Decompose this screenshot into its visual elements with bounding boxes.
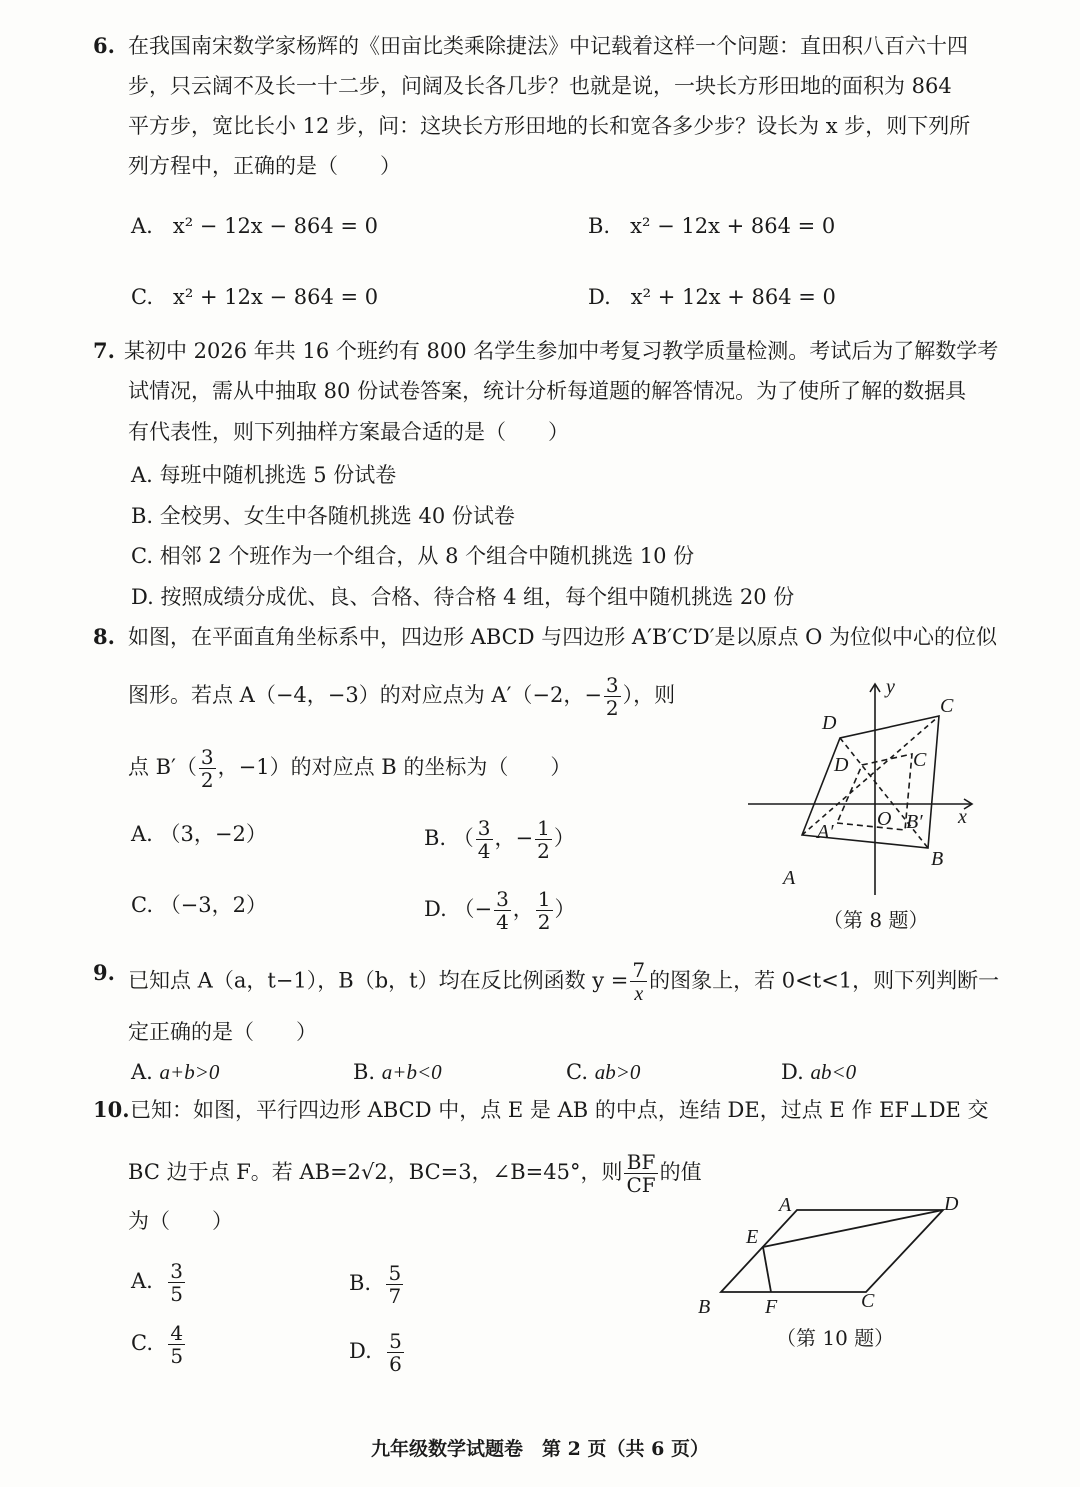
q8-label-D1: D — [834, 754, 849, 776]
q8-line2-end: ），则 — [622, 683, 676, 707]
q8-label-D: D — [822, 712, 837, 734]
q8-label-x: x — [958, 806, 967, 828]
q8-option-b-label: B. — [424, 826, 447, 850]
q8-option-a-text: （3，−2） — [159, 822, 267, 846]
q8-fraction-3-2-b: $\frac{3}{2}$ — [200, 745, 214, 792]
q6-option-b-label: B. — [588, 214, 611, 238]
q8-label-O: O — [877, 808, 892, 830]
q7-option-a-text: 每班中随机挑选 5 份试卷 — [159, 463, 397, 487]
q6-option-b[interactable] — [588, 212, 835, 240]
q10-option-a-label: A. — [131, 1269, 153, 1293]
q9-option-d-label: D. — [781, 1060, 804, 1084]
q7-option-d[interactable] — [131, 583, 794, 611]
q10-option-d-label: D. — [349, 1339, 372, 1363]
q9-line1-start: 已知点 A（a，t−1），B（b，t）均在反比例函数 y = — [128, 968, 629, 993]
q8-stem-line-1: 如图，在平面直角坐标系中，四边形 ABCD 与四边形 A′B′C′D′是以原点 O 为位似中心的位似 — [128, 625, 998, 649]
q10-option-c[interactable]: C. $\frac{4}{5}$ — [131, 1321, 184, 1368]
q9-option-a-label: A. — [131, 1060, 153, 1084]
q9-option-c[interactable] — [566, 1058, 640, 1086]
q10-label-F: F — [765, 1296, 778, 1318]
q8-option-d-label: D. — [424, 897, 447, 921]
q6-option-d-text: x² + 12x + 864 = 0 — [630, 285, 836, 309]
q7-stem-line-1: 某初中 2026 年共 16 个班约有 800 名学生参加中考复习教学质量检测。考试后为了解数学考 — [124, 339, 999, 363]
q9-number: 9. — [93, 960, 115, 985]
q9-option-c-label: C. — [566, 1060, 588, 1084]
page-footer: 九年级数学试题卷 第 2 页（共 6 页） — [371, 1438, 709, 1460]
q8-option-b[interactable]: B. （ $\frac{3}{4}$ ，− $\frac{1}{2}$ ） — [424, 816, 575, 863]
q6-option-d[interactable] — [588, 283, 836, 311]
q6-stem-line-4: 列方程中，正确的是（ ） — [128, 154, 401, 178]
q7-option-d-text: 按照成绩分成优、良、合格、待合格 4 组，每个组中随机挑选 20 份 — [160, 585, 795, 609]
q10-line2-start: BC 边于点 F。若 AB=2√2，BC=3，∠B=45°，则 — [128, 1160, 623, 1184]
q9-option-a[interactable] — [131, 1058, 219, 1086]
q9-option-b-text: a+b<0 — [381, 1060, 442, 1084]
q6-option-a[interactable] — [131, 212, 378, 240]
q10-option-b-label: B. — [349, 1271, 372, 1295]
q9-stem-line-2: 定正确的是（ ） — [128, 1020, 317, 1044]
q7-option-d-label: D. — [131, 585, 154, 609]
q6-stem-line-1: 在我国南宋数学家杨辉的《田亩比类乘除捷法》中记载着这样一个问题：直田积八百六十四 — [128, 34, 968, 58]
q7-option-c[interactable] — [131, 542, 694, 570]
q10-figure-caption: （第 10 题） — [776, 1326, 895, 1350]
q6-stem-line-3: 平方步，宽比长小 12 步，问：这块长方形田地的长和宽各多少步？设长为 x 步，则下列所 — [128, 114, 971, 138]
q10-label-B: B — [698, 1296, 711, 1318]
q6-option-a-text: x² − 12x − 864 = 0 — [172, 214, 378, 238]
q10-label-C: C — [861, 1290, 875, 1312]
q7-option-b-label: B. — [131, 504, 154, 528]
q10-label-A: A — [779, 1194, 792, 1216]
q7-number: 7. — [93, 338, 115, 363]
q8-label-B: B — [931, 848, 944, 870]
q7-option-a[interactable] — [131, 461, 396, 489]
q7-stem-line-2: 试情况，需从中抽取 80 份试卷答案，统计分析每道题的解答情况。为了使所了解的数据具 — [128, 379, 967, 403]
q8-label-C: C — [940, 695, 954, 717]
q8-label-C1: C — [913, 749, 927, 771]
q9-option-c-text: ab>0 — [594, 1060, 641, 1084]
q8-option-a[interactable] — [131, 820, 267, 848]
q9-fraction: $\frac{7}{x}$ — [632, 958, 646, 1005]
q7-option-b-text: 全校男、女生中各随机挑选 40 份试卷 — [159, 504, 515, 528]
q8-figure-caption: （第 8 题） — [823, 908, 929, 932]
q10-option-b[interactable]: B. $\frac{5}{7}$ — [349, 1261, 402, 1308]
q9-option-d[interactable] — [781, 1058, 856, 1086]
q8-option-d[interactable]: D. （− $\frac{3}{4}$ ， $\frac{1}{2}$ ） — [424, 887, 576, 934]
q8-option-c-label: C. — [131, 893, 153, 917]
q8-option-a-label: A. — [131, 822, 153, 846]
q6-option-c-label: C. — [131, 285, 153, 309]
q8-option-c[interactable] — [131, 891, 267, 919]
q8-stem-line-3 — [128, 746, 571, 791]
q10-fraction: $\frac{BF}{CF}$ — [626, 1150, 656, 1197]
q9-option-b-label: B. — [353, 1060, 376, 1084]
q9-stem-line-1 — [128, 959, 999, 1005]
q10-option-a[interactable]: A. $\frac{3}{5}$ — [131, 1259, 183, 1306]
q6-number: 6. — [93, 33, 115, 58]
q8-label-y: y — [886, 676, 895, 698]
q10-line2-end: 的值 — [659, 1160, 702, 1184]
q8-line3-start: 点 B′（ — [128, 755, 197, 779]
q10-label-E: E — [746, 1226, 759, 1248]
q8-option-c-text: （−3，2） — [159, 893, 268, 917]
q9-option-a-text: a+b>0 — [159, 1060, 220, 1084]
q10-number: 10. — [93, 1097, 130, 1122]
q10-option-d[interactable]: D. $\frac{5}{6}$ — [349, 1329, 402, 1376]
q9-option-b[interactable] — [353, 1058, 442, 1086]
q9-line1-end: 的图象上，若 0<t<1，则下列判断一 — [649, 968, 1000, 993]
q8-label-B1: B′ — [906, 811, 923, 833]
q9-option-d-text: ab<0 — [810, 1060, 857, 1084]
q7-option-c-label: C. — [131, 544, 153, 568]
q8-label-A: A — [783, 867, 796, 889]
q7-option-c-text: 相邻 2 个班作为一个组合，从 8 个组合中随机挑选 10 份 — [159, 544, 695, 568]
q8-fraction-3-2-a: $\frac{3}{2}$ — [605, 673, 619, 720]
q8-stem-line-2 — [128, 674, 675, 719]
q7-option-a-label: A. — [131, 463, 153, 487]
q6-option-b-text: x² − 12x + 864 = 0 — [630, 214, 836, 238]
q8-line3-end: ，−1）的对应点 B 的坐标为（ ） — [217, 755, 572, 779]
q10-option-c-label: C. — [131, 1331, 153, 1355]
q6-stem-line-2: 步，只云阔不及长一十二步，问阔及长各几步？也就是说，一块长方形田地的面积为 864 — [128, 74, 952, 98]
q6-option-d-label: D. — [588, 285, 611, 309]
q8-label-A1: A′ — [817, 821, 834, 843]
q6-option-a-label: A. — [131, 214, 153, 238]
q8-line2-start: 图形。若点 A（−4，−3）的对应点为 A′（−2，− — [128, 683, 602, 707]
q10-stem-line-2 — [128, 1151, 702, 1196]
q6-option-c[interactable] — [131, 283, 378, 311]
q10-label-D: D — [944, 1193, 959, 1215]
q7-option-b[interactable] — [131, 502, 515, 530]
q8-number: 8. — [93, 624, 115, 649]
q10-stem-line-1: 已知：如图，平行四边形 ABCD 中，点 E 是 AB 的中点，连结 DE，过点 E 作 EF⊥DE 交 — [130, 1098, 989, 1122]
q6-option-c-text: x² + 12x − 864 = 0 — [173, 285, 379, 309]
q10-stem-line-3: 为（ ） — [128, 1209, 233, 1233]
q7-stem-line-3: 有代表性，则下列抽样方案最合适的是（ ） — [128, 420, 569, 444]
